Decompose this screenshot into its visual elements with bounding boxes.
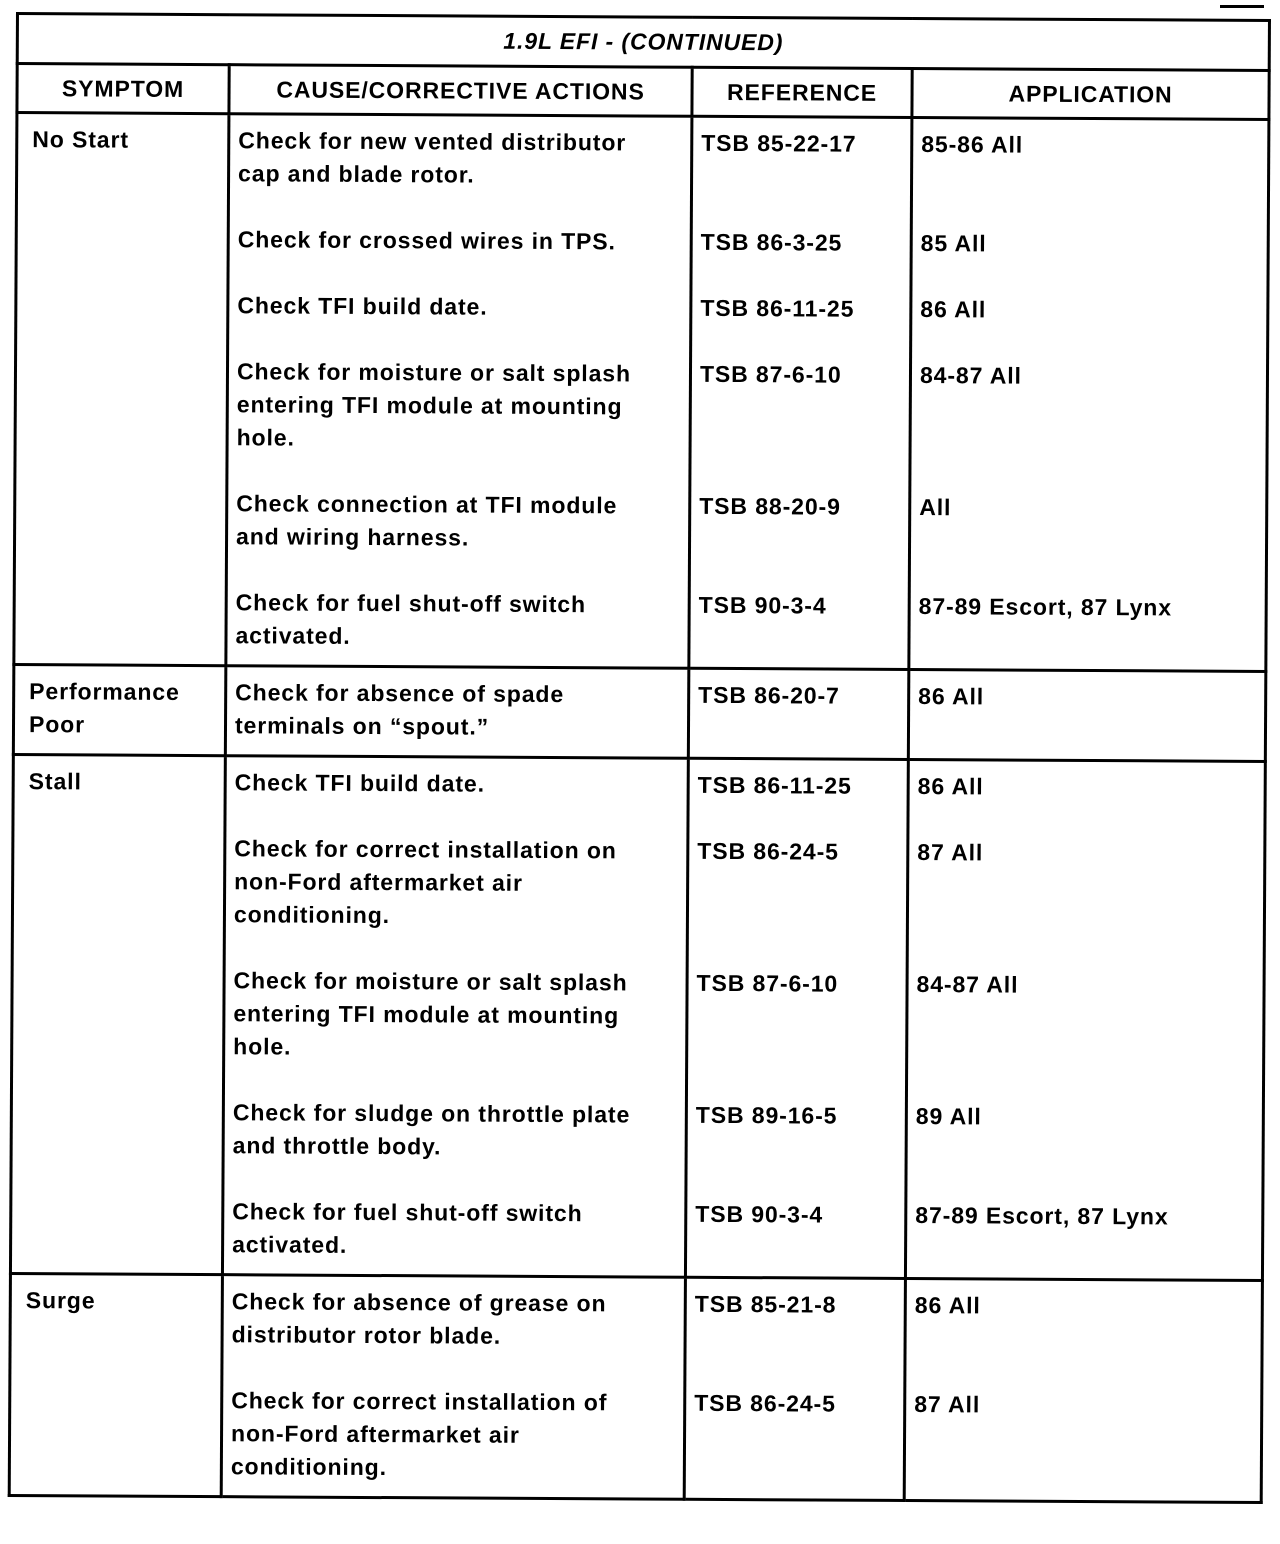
reference-value: TSB 88-20-9	[699, 492, 841, 520]
reference-cell	[685, 758, 908, 1278]
reference-value: TSB 87-6-10	[699, 360, 842, 388]
corrective-action: Check for absence of spade terminals on “spout.”	[234, 679, 565, 740]
corrective-action: Check for fuel shut-off switch activated.	[232, 1198, 583, 1258]
header-application: APPLICATION	[912, 69, 1269, 120]
reference-value: TSB 86-11-25	[697, 771, 852, 799]
application-value: 86 All	[918, 683, 985, 710]
reference-value: TSB 87-6-10	[696, 969, 839, 997]
corrective-action: Check for crossed wires in TPS.	[237, 226, 616, 255]
reference-value: TSB 86-11-25	[700, 294, 855, 322]
reference-value: TSB 86-3-25	[700, 228, 843, 256]
corrective-action: Check for correct installation of non-Ford aftermarket air conditioning.	[230, 1387, 608, 1481]
reference-value: TSB 90-3-4	[698, 591, 827, 619]
corrective-action: Check for moisture or salt splash entering TFI module at mounting hole.	[236, 358, 632, 451]
action-cell	[222, 756, 688, 1278]
reference-value: TSB 89-16-5	[695, 1101, 838, 1129]
application-value: 85-86 All	[921, 131, 1024, 158]
application-value: 86 All	[917, 773, 984, 800]
symptom-group-row	[9, 1273, 1262, 1502]
application-value: 87 All	[917, 839, 984, 866]
application-value: 84-87 All	[916, 971, 1019, 998]
symptom-cell	[10, 754, 225, 1274]
reference-cell	[684, 1277, 905, 1500]
header-row	[17, 64, 1269, 120]
corrective-action: Check for absence of grease on distributor rotor blade.	[231, 1288, 607, 1349]
application-cell	[909, 118, 1269, 672]
corrective-action: Check connection at TFI module and wiring harness.	[236, 490, 618, 551]
symptom-group-row	[10, 754, 1265, 1280]
symptom-label: Surge	[25, 1287, 96, 1314]
application-value: 85 All	[920, 230, 987, 257]
corner-mark	[1220, 0, 1264, 8]
application-value: 84-87 All	[919, 362, 1022, 389]
symptom-cell	[9, 1273, 222, 1496]
application-cell	[908, 669, 1265, 761]
reference-value: TSB 86-24-5	[697, 837, 839, 865]
header-symptom: SYMPTOM	[17, 64, 229, 114]
reference-value: TSB 85-22-17	[701, 129, 857, 157]
application-value: All	[919, 494, 952, 521]
symptom-label: No Start	[32, 126, 130, 153]
header-reference: REFERENCE	[692, 67, 912, 117]
symptom-group-row	[13, 664, 1265, 761]
application-cell	[905, 759, 1265, 1280]
symptom-group-row	[14, 113, 1269, 672]
corrective-action: Check for correct installation on non-Ford aftermarket air conditioning.	[233, 835, 617, 929]
application-value: 87-89 Escort, 87 Lynx	[918, 593, 1173, 621]
reference-value: TSB 86-24-5	[694, 1389, 836, 1417]
corrective-action: Check for fuel shut-off switch activated.	[235, 589, 587, 649]
symptom-cell	[14, 113, 229, 666]
application-value: 86 All	[920, 296, 987, 323]
troubleshooting-table	[8, 12, 1271, 1504]
corrective-action: Check TFI build date.	[237, 292, 488, 320]
application-cell	[904, 1278, 1262, 1502]
symptom-label: Performance Poor	[28, 678, 180, 738]
application-value: 87 All	[914, 1391, 981, 1418]
reference-value: TSB 90-3-4	[695, 1200, 824, 1228]
action-cell	[221, 1275, 685, 1500]
reference-value: TSB 86-20-7	[698, 681, 840, 709]
reference-cell	[688, 668, 908, 759]
symptom-cell	[13, 664, 225, 755]
action-cell	[225, 666, 688, 759]
action-cell	[226, 114, 692, 669]
application-value: 86 All	[914, 1292, 981, 1319]
application-value: 87-89 Escort, 87 Lynx	[915, 1202, 1169, 1230]
table-title: 1.9L EFI - (CONTINUED)	[17, 14, 1269, 71]
reference-value: TSB 85-21-8	[694, 1290, 837, 1318]
corrective-action: Check for moisture or salt splash entering TFI module at mounting hole.	[233, 967, 628, 1060]
corrective-action: Check for new vented distributor cap and blade rotor.	[238, 127, 627, 188]
table-body	[9, 113, 1269, 1503]
header-cause-corrective-actions: CAUSE/CORRECTIVE ACTIONS	[229, 65, 692, 117]
application-value: 89 All	[915, 1103, 982, 1130]
reference-cell	[689, 116, 912, 669]
symptom-label: Stall	[28, 768, 82, 795]
title-row	[17, 14, 1269, 71]
corrective-action: Check for sludge on throttle plate and throttle body.	[232, 1099, 631, 1160]
corrective-action: Check TFI build date.	[234, 769, 485, 797]
